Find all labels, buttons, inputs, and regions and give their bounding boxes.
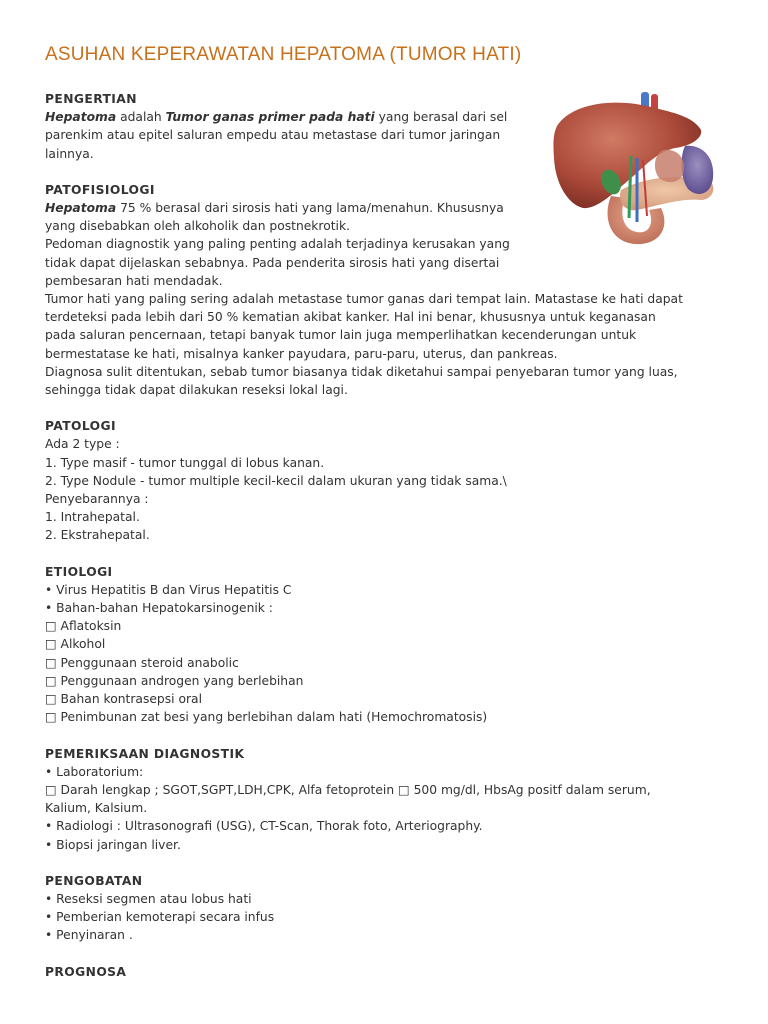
section-pemeriksaan-diagnostik: [45, 745, 713, 854]
paragraph-line: lainnya.: [45, 146, 94, 161]
section-etiologi: [45, 563, 713, 727]
list-item: 1. Type masif - tumor tunggal di lobus kanan.: [45, 455, 325, 470]
list-item: • Biopsi jaringan liver.: [45, 837, 181, 852]
list-item: • Radiologi : Ultrasonografi (USG), CT-Scan, Thorak foto, Arteriography.: [45, 819, 483, 834]
emphasis-text: Tumor ganas primer pada hati: [165, 110, 375, 125]
term-hepatoma: Hepatoma: [45, 110, 117, 125]
list-item: □ Aflatoksin: [45, 619, 122, 634]
list-item: Kalium, Kalsium.: [45, 801, 148, 816]
section-patologi: [45, 417, 713, 544]
term-hepatoma: Hepatoma: [45, 201, 117, 216]
text-fragment: 75 % berasal dari sirosis hati yang lama/menahun. Khususnya: [116, 201, 504, 216]
paragraph-line: [45, 199, 713, 217]
list-item: □ Alkohol: [45, 637, 106, 652]
section-heading: PATOFISIOLOGI: [45, 182, 155, 197]
text-fragment: yang berasal dari sel: [374, 110, 508, 125]
list-item: 1. Intrahepatal.: [45, 510, 140, 525]
section-heading: PENGERTIAN: [45, 92, 137, 106]
section-patofisiologi: [45, 181, 713, 399]
list-item: • Pemberian kemoterapi secara infus: [45, 910, 275, 925]
list-item: □ Penggunaan androgen yang berlebihan: [45, 673, 304, 688]
section-heading: PROGNOSA: [45, 964, 127, 979]
list-item: □ Darah lengkap ; SGOT,SGPT,LDH,CPK, Alfa fetoprotein □ 500 mg/dl, HbsAg positf dalam serum,: [45, 782, 651, 797]
list-item: 2. Type Nodule - tumor multiple kecil-kecil dalam ukuran yang tidak sama.\: [45, 473, 507, 488]
section-heading: PATOLOGI: [45, 419, 117, 434]
list-item: □ Penimbunan zat besi yang berlebihan dalam hati (Hemochromatosis): [45, 710, 488, 725]
section-pengobatan: [45, 872, 713, 945]
section-heading: ETIOLOGI: [45, 564, 113, 579]
paragraph-line: Tumor hati yang paling sering adalah metastase tumor ganas dari tempat lain. Matastase ke hati dapat: [45, 292, 683, 307]
text-fragment: adalah: [116, 110, 166, 125]
list-item: • Laboratorium:: [45, 764, 144, 779]
section-pengertian: [45, 90, 535, 163]
list-item: • Penyinaran .: [45, 928, 133, 943]
section-prognosa: [45, 963, 713, 981]
section-heading: PEMERIKSAAN DIAGNOSTIK: [45, 746, 245, 761]
paragraph-line: pada saluran pencernaan, tetapi banyak tumor lain juga memperlihatkan kecenderungan untuk: [45, 328, 637, 343]
paragraph-line: Diagnosa sulit ditentukan, sebab tumor biasanya tidak diketahui sampai penyebaran tumor yang luas,: [45, 364, 678, 379]
paragraph-line: sehingga tidak dapat dilakukan reseksi lokal lagi.: [45, 383, 348, 398]
list-item: • Virus Hepatitis B dan Virus Hepatitis C: [45, 582, 292, 597]
document-title: ASUHAN KEPERAWATAN HEPATOMA (TUMOR HATI): [45, 44, 522, 65]
list-item: Penyebarannya :: [45, 492, 149, 507]
paragraph-line: parenkim atau epitel saluran empedu atau metastase dari tumor jaringan: [45, 128, 501, 143]
list-item: • Bahan-bahan Hepatokarsinogenik :: [45, 601, 273, 616]
list-item: • Reseksi segmen atau lobus hati: [45, 891, 252, 906]
paragraph-line: bermestatase ke hati, misalnya kanker payudara, paru-paru, uterus, dan pankreas.: [45, 346, 558, 361]
paragraph-line: pembesaran hati mendadak.: [45, 273, 223, 288]
document-page: [45, 42, 713, 981]
list-item: 2. Ekstrahepatal.: [45, 528, 150, 543]
paragraph-line: [45, 108, 535, 126]
paragraph-line: yang disebabkan oleh alkoholik dan postnekrotik.: [45, 219, 351, 234]
section-heading: PENGOBATAN: [45, 873, 143, 888]
paragraph-line: Pedoman diagnostik yang paling penting adalah terjadinya kerusakan yang: [45, 237, 510, 252]
list-item: □ Penggunaan steroid anabolic: [45, 655, 239, 670]
paragraph-line: terdeteksi pada lebih dari 50 % kematian akibat kanker. Hal ini benar, khususnya untuk keganasan: [45, 310, 656, 325]
list-item: Ada 2 type :: [45, 437, 120, 452]
paragraph-line: tidak dapat dijelaskan sebabnya. Pada penderita sirosis hati yang disertai: [45, 255, 500, 270]
list-item: □ Bahan kontrasepsi oral: [45, 692, 202, 707]
